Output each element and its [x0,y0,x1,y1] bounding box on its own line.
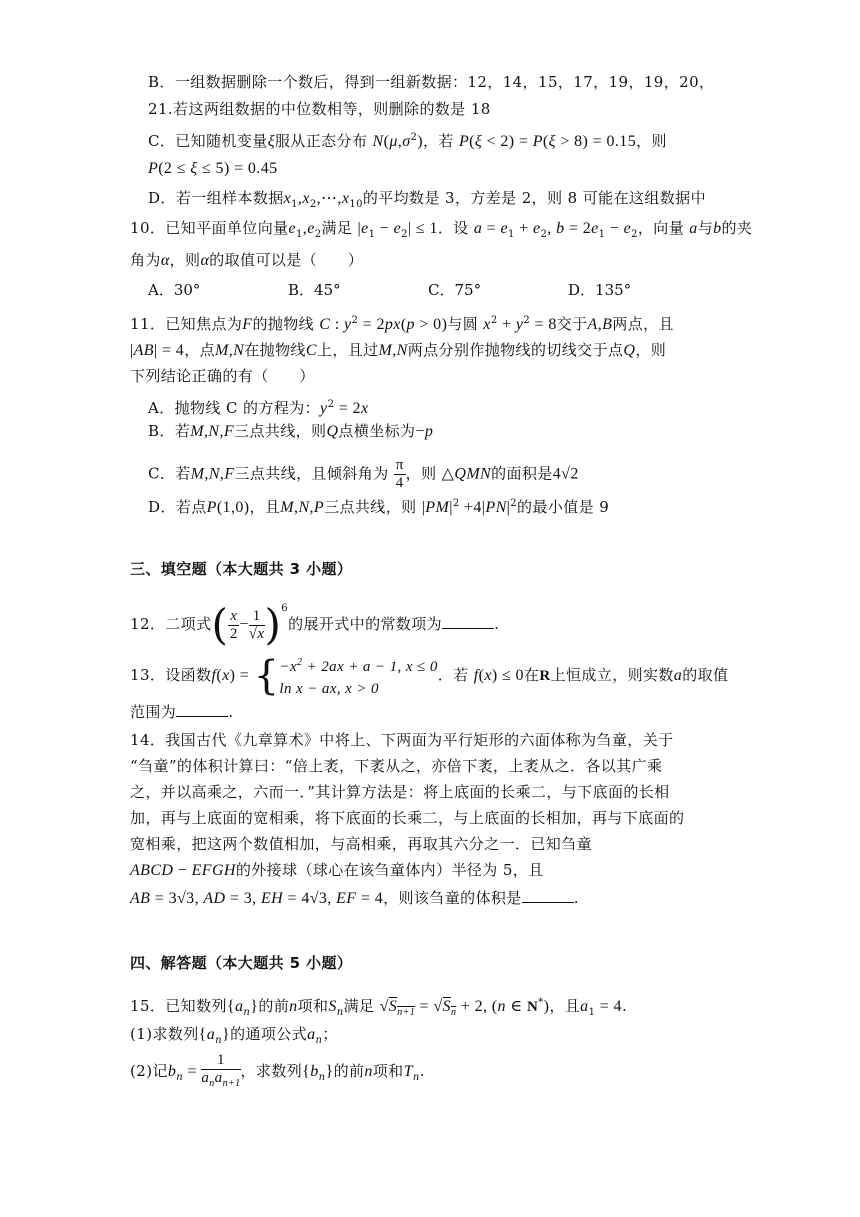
q10-option-c: C．75° [428,281,482,299]
q13-answer-blank[interactable] [176,702,228,717]
q14-line3: 之，并以高乘之，六而一．”其计算方法是：将上底面的长乘二，与下底面的长相 [130,783,670,801]
q15-part2: (2)记$b_n$ = $\frac{1}{a_na_{n+1}}$ ，求数列$\{b_n\}$的前n项和$T_n$. [130,1052,425,1089]
q14-line4: 加，再与上底面的宽相乘，将下底面的长乘二，与上底面的长相加，再与下底面的 [130,809,685,827]
q9-option-c-line1: C．已知随机变量ξ服从正态分布 $N(\mu,\sigma^2)$，若 P(ξ < 2) = P(ξ > 8) = 0.15，则 [148,132,667,150]
q11-stem-line1: 11．已知焦点为F的抛物线 C : $y^2 = 2px(p > 0)$与圆 $x^2 + y^2 = 8$交于A,B两点，且 [130,315,674,333]
q14-line2: “刍童”的体积计算曰：“倍上袤，下袤从之，亦倍下袤，上袤从之．各以其广乘 [130,757,663,775]
q11-stem-line3: 下列结论正确的有（ ） [130,367,315,385]
q10-option-b: B．45° [288,281,341,299]
section-3-heading: 三、填空题（本大题共 3 小题） [130,560,353,578]
q14-answer-blank[interactable] [522,888,574,903]
q14-line7: AB = 3√3, AD = 3, EH = 4√3, EF = 4，则该刍童的体积是 . [130,889,579,907]
section-4-heading: 四、解答题（本大题共 5 小题） [130,954,353,972]
q9-option-b-line2: 21.若这两组数据的中位数相等，则删除的数是 18 [148,100,491,118]
q15-part1: (1)求数列$\{a_n\}$的通项公式$a_n$； [130,1025,338,1046]
q9-option-b-line1: B．一组数据删除一个数后，得到一组新数据：12，14，15，17，19，19，20， [148,73,715,91]
q10-stem-line2: 角为α，则α的取值可以是（ ） [130,251,364,269]
q10-options [148,280,708,300]
q11-option-c: C．若M,N,F三点共线，且倾斜角为 $\frac{\pi}{4}$ ，则 △QMN的面积是4√2 [148,457,579,491]
q11-option-d: D．若点P(1,0)，且M,N,P三点共线，则 $|PM|^2 +4|PN|^2$的最小值是 9 [148,498,610,516]
q15-stem: 15．已知数列$\{a_n\}$的前n项和$S_n$满足 $√S_{n+1} = √S_n + 2$, (n ∈ N*)，且$a_1 = 4$. [130,997,628,1019]
q11-option-a: A．抛物线 C 的方程为：$y^2 = 2x$ [148,399,369,417]
q9-option-c-line2: P(2 ≤ ξ ≤ 5) = 0.45 [148,160,278,177]
q14-line6: ABCD − EFGH的外接球（球心在该刍童体内）半径为 5，且 [130,861,544,879]
q9-option-d: D．若一组样本数据$x_1,x_2,\cdots,x_{10}$的平均数是 3，方差是 2，则 8 可能在这组数据中 [148,189,706,210]
q10-stem-line1: 10．已知平面单位向量$e_1,e_2$满足 $|e_1 - e_2| \le 1$．设 $a = e_1 + e_2$, $b = 2e_1 - e_2$，向量 a与b的夹 [130,219,753,240]
q14-line1: 14．我国古代《九章算术》中将上、下两面为平行矩形的六面体称为刍童，关于 [130,731,674,749]
q12-answer-blank[interactable] [442,614,494,629]
q11-stem-line2: |AB| = 4，点M,N在抛物线C上，且过M,N两点分别作抛物线的切线交于点Q，则 [130,341,667,359]
q11-option-b: B．若M,N,F三点共线，则Q点横坐标为−p [148,422,434,440]
q10-option-a: A．30° [148,281,201,299]
q13-line2: 范围为 . [130,703,234,721]
q14-line5: 宽相乘，把这两个数值相加，与高相乘，再取其六分之一．已知刍童 [130,835,593,853]
q10-option-d: D．135° [568,281,632,299]
q12: 12．二项式( $\frac{x}{2}$ − $\frac{1}{√x}$ )$^6$的展开式中的常数项为 . [130,600,500,649]
q13-line1: 13．设函数$f(x) = \{-x^2 + 2ax + a - 1$, x ≤ 0 ln x − ax, x > 0．若 f(x) ≤ 0在R上恒成立，则实数a的取值 [130,653,729,699]
